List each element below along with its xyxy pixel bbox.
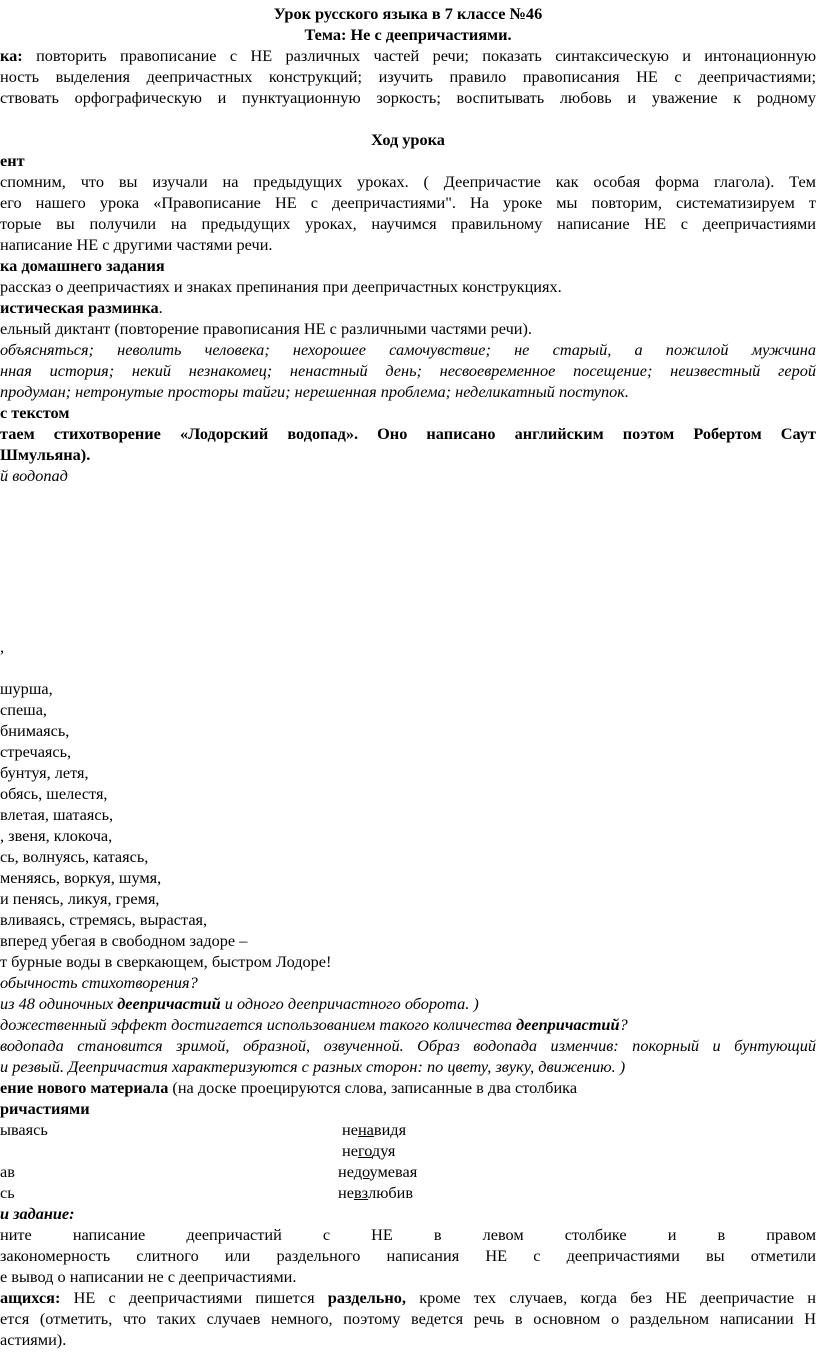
- answer-1: [0, 993, 479, 1014]
- left-column-word: ываясь: [0, 1120, 48, 1139]
- intro-line-2: его нашего урока «Правописание НЕ с деепричастиями". На уроке мы повторим, систематизируем т: [0, 193, 816, 212]
- poem-title: й водопад: [0, 466, 68, 485]
- intro-line-3: торые вы получили на предыдущих уроках, научимся правильному написание НЕ с деепричастиями: [0, 214, 816, 233]
- conclusion-line-1: [0, 1287, 816, 1308]
- right-column-word: [342, 1140, 395, 1161]
- answer-1-bold: деепричастий: [117, 994, 221, 1013]
- question-2-pre: дожественный эффект достигается использованием такого количества: [0, 1015, 517, 1034]
- word-rest: любив: [368, 1183, 414, 1202]
- question-2: [0, 1014, 628, 1035]
- poem-line: влетая, шатаясь,: [0, 805, 114, 824]
- poem-line: , звеня, клокоча,: [0, 826, 113, 845]
- conclusion-label: ащихся:: [0, 1288, 61, 1307]
- conclusion-line-3: астиями).: [0, 1330, 67, 1349]
- lesson-topic: Тема: Не с деепричастиями.: [304, 25, 512, 44]
- dictation-example-1: объясняться; неволить человека; нехорошее самочувствие; не старый, а пожилой мужчина: [0, 340, 816, 359]
- left-column-word: ав: [0, 1162, 15, 1181]
- goals-text-1: повторить правописание с НЕ различных частей речи; показать синтаксическую и интонационную: [22, 46, 816, 65]
- word-underlined: вз: [353, 1183, 369, 1202]
- poem-line: бнимаясь,: [0, 721, 70, 740]
- task-line-2: закономерность слитного или раздельного написания НЕ с деепричастиями вы отметили: [0, 1246, 816, 1265]
- moment-heading: ент: [0, 151, 25, 170]
- dictation-example-2: нная история; некий незнакомец; ненастный день; несвоевременное посещение; неизвестный герой: [0, 361, 816, 380]
- dictation-text: ельный диктант (повторение правописания НЕ с различными частями речи).: [0, 319, 532, 338]
- answer-1-pre: из 48 одиночных: [0, 994, 118, 1013]
- poem-line: вливаясь, стремясь, вырастая,: [0, 910, 208, 929]
- right-column-word: [338, 1161, 417, 1182]
- poem-line: сь, волнуясь, катаясь,: [0, 847, 149, 866]
- answer-2-line-2: и резвый. Деепричастия характеризуются с разных сторон: по цвету, звуку, движению. ): [0, 1057, 626, 1076]
- warmup-label: истическая разминка: [0, 298, 159, 317]
- goals-label: ка:: [0, 46, 23, 65]
- goals-line-1: [0, 45, 816, 66]
- task-heading: и задание:: [0, 1204, 75, 1223]
- goals-line-2: ность выделения деепричастных конструкций; изучить правило правописания НЕ с деепричастиями;: [0, 67, 816, 86]
- word-rest: дуя: [371, 1141, 396, 1160]
- homework-heading: ка домашнего задания: [0, 256, 165, 275]
- task-line-1: ните написание деепричастий с НЕ в левом столбике и в правом: [0, 1225, 816, 1244]
- poem-line: шурша,: [0, 679, 53, 698]
- word-prefix: не: [342, 1141, 358, 1160]
- word-prefix: не: [342, 1120, 358, 1139]
- poem-line: обясь, шелестя,: [0, 784, 108, 803]
- answer-1-post: и одного деепричастного оборота. ): [220, 994, 479, 1013]
- new-material-heading: [0, 1077, 577, 1098]
- goals-line-3: ствовать орфографическую и пунктуационную зоркость; воспитывать любовь и уважение к родному: [0, 88, 816, 107]
- poem-line: вперед убегая в свободном задоре –: [0, 931, 248, 950]
- word-underlined: на: [357, 1120, 374, 1139]
- question-1: обычность стихотворения?: [0, 973, 198, 992]
- conclusion-bold: раздельно,: [327, 1288, 407, 1307]
- left-column-word: сь: [0, 1183, 15, 1202]
- new-material-subhead: ричастиями: [0, 1099, 90, 1118]
- conclusion-line-2: ется (отметить, что таких случаев немного, поэтому ведется речь в основном о раздельном написании Н: [0, 1309, 816, 1328]
- warmup-dot: .: [158, 298, 163, 317]
- document-title: Урок русского языка в 7 классе №46: [273, 4, 543, 23]
- poem-line: бунтуя, летя,: [0, 763, 89, 782]
- new-material-text: (на доске проецируются слова, записанные в два столбика: [168, 1078, 578, 1097]
- answer-2-line-1: водопада становится зримой, образной, озвученной. Образ водопада изменчив: покорный и бунтующий: [0, 1036, 816, 1055]
- word-underlined: до: [353, 1162, 370, 1181]
- homework-text: рассказ о деепричастиях и знаках препинания при деепричастных конструкциях.: [0, 277, 562, 296]
- question-2-bold: деепричастий: [516, 1015, 620, 1034]
- conclusion-post: кроме тех случаев, когда без НЕ деепричастие н: [406, 1288, 816, 1307]
- new-material-label: ение нового материала: [0, 1078, 169, 1097]
- poem-line: меняясь, воркуя, шумя,: [0, 868, 162, 887]
- word-rest: видя: [373, 1120, 407, 1139]
- text-work-heading: с текстом: [0, 403, 70, 422]
- warmup-heading: [0, 297, 163, 318]
- intro-line-1: спомним, что вы изучали на предыдущих уроках. ( Деепричастие как особая форма глагола). Тем: [0, 172, 816, 191]
- poem-line: спеша,: [0, 700, 47, 719]
- conclusion-pre: НЕ с деепричастиями пишется: [60, 1288, 328, 1307]
- question-2-post: ?: [619, 1015, 628, 1034]
- right-column-word: [342, 1119, 406, 1140]
- poem-line: стречаясь,: [0, 742, 72, 761]
- word-prefix: не: [338, 1162, 354, 1181]
- right-column-word: [338, 1182, 413, 1203]
- poem-line: и пенясь, ликуя, гремя,: [0, 889, 160, 908]
- course-title: Ход урока: [371, 130, 445, 149]
- word-prefix: не: [338, 1183, 354, 1202]
- text-work-line-1: таем стихотворение «Лодорский водопад». Оно написано английским поэтом Робертом Саут: [0, 424, 816, 443]
- text-work-line-2: Шмульяна).: [0, 445, 91, 464]
- task-line-3: е вывод о написании не с деепричастиями.: [0, 1267, 297, 1286]
- word-underlined: го: [357, 1141, 372, 1160]
- intro-line-4: написание НЕ с другими частями речи.: [0, 235, 273, 254]
- poem-line: т бурные воды в сверкающем, быстром Лодоре!: [0, 952, 332, 971]
- poem-line: ,: [0, 637, 5, 656]
- poem-line-fragment: [0, 657, 6, 658]
- dictation-example-3: продуман; нетронутые просторы тайги; нерешенная проблема; неделикатный поступок.: [0, 382, 629, 401]
- word-rest: умевая: [369, 1162, 418, 1181]
